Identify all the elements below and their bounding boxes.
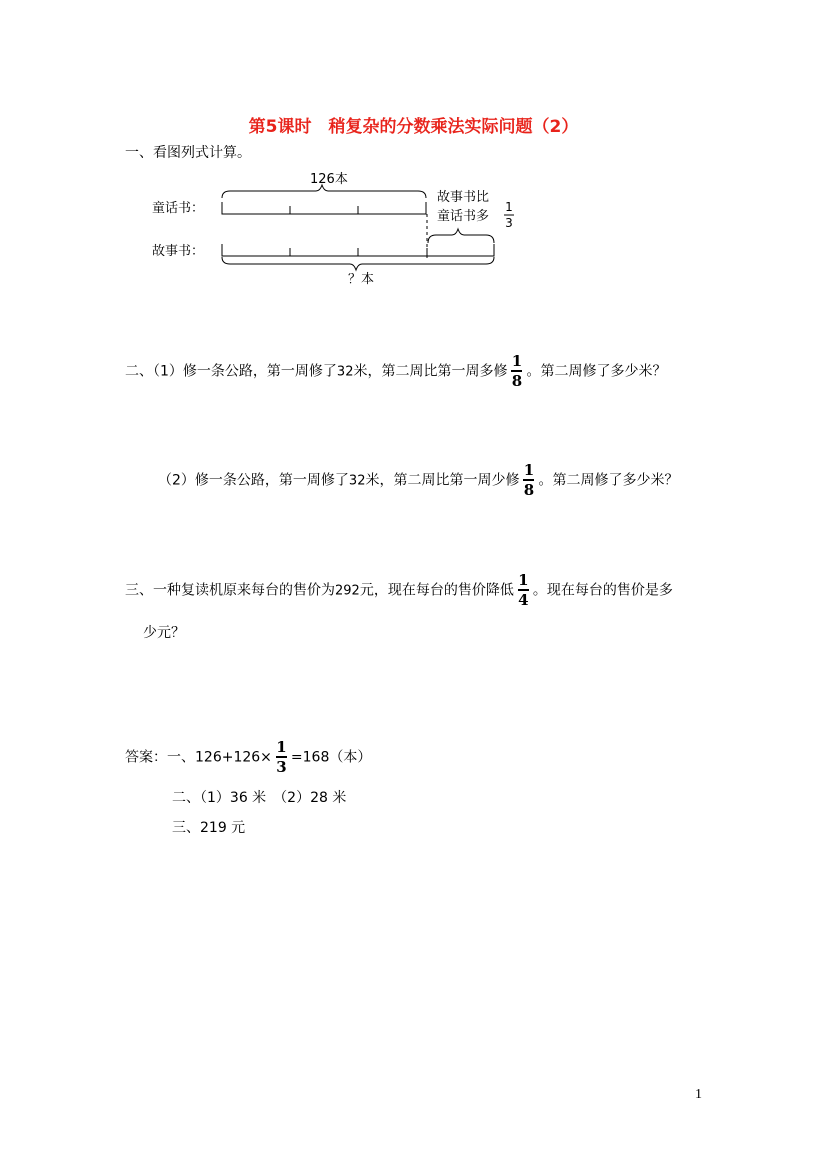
- question-3-line2: 少元？: [143, 625, 185, 641]
- answer-2: 二、（1）36 米 （2）28 米: [172, 790, 347, 806]
- section1-heading: 一、看图列式计算。: [125, 145, 251, 161]
- fraction-1-8: $\frac{1}{8}$: [523, 461, 535, 499]
- page-title: 第5课时 稍复杂的分数乘法实际问题（2）: [248, 117, 579, 137]
- extra-brace: [428, 229, 494, 243]
- answer-3: 三、219 元: [172, 820, 246, 836]
- question-2-2: （2）修一条公路，第一周修了32米，第二周比第一周少修 $\frac{1}{8}$ 。第二周修了多少米？: [158, 461, 679, 499]
- page-number: 1: [695, 1087, 702, 1102]
- bottom-total-label: ？本: [348, 272, 375, 287]
- question-3: 三、一种复读机原来每台的售价为292元，现在每台的售价降低 $\frac{1}{4}$ 。现在每台的售价是多: [125, 571, 673, 609]
- top-total-label: 126本: [310, 172, 348, 187]
- row1-label: 童话书：: [152, 201, 205, 216]
- note-frac-den: 3: [505, 216, 513, 230]
- note-frac-num: 1: [505, 200, 513, 214]
- bottom-brace: [222, 257, 494, 270]
- fraction-1-8: $\frac{1}{8}$: [511, 352, 523, 390]
- note-line1: 故事书比: [437, 190, 490, 205]
- fairy-tale-bar: [222, 202, 426, 214]
- note-line2: 童话书多: [437, 209, 490, 224]
- question-2-1: 二、（1）修一条公路，第一周修了32米，第二周比第一周多修 $\frac{1}{8}$ 。第二周修了多少米？: [125, 352, 667, 390]
- row2-label: 故事书：: [152, 244, 205, 259]
- fraction-1-3: $\frac{1}{3}$: [276, 738, 287, 776]
- answer-1: 答案：一、126+126× $\frac{1}{3}$ =168（本）: [125, 738, 372, 776]
- fraction-1-4: $\frac{1}{4}$: [518, 571, 529, 609]
- bar-diagram: [150, 168, 530, 293]
